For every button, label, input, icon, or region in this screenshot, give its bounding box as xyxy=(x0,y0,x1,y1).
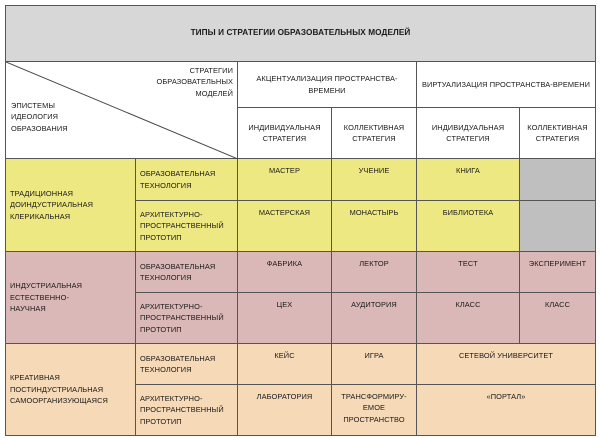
cell: ЛЕКТОР xyxy=(332,252,417,293)
corner-cell xyxy=(6,62,238,159)
group-creative: КРЕАТИВНАЯ ПОСТИНДУСТРИАЛЬНАЯ САМООРГАНИЗУЮЩАЯСЯ xyxy=(6,344,136,436)
cell: МАСТЕР xyxy=(238,159,332,201)
header-individual: ИНДИВИДУАЛЬНАЯ СТРАТЕГИЯ xyxy=(417,108,520,159)
cell: ЛАБОРАТОРИЯ xyxy=(238,385,332,436)
header-collective: КОЛЛЕКТИВНАЯ СТРАТЕГИЯ xyxy=(332,108,417,159)
cell: БИБЛИОТЕКА xyxy=(417,201,520,252)
header-individual: ИНДИВИДУАЛЬНАЯ СТРАТЕГИЯ xyxy=(238,108,332,159)
header-virtualization: ВИРТУАЛИЗАЦИЯ ПРОСТРАНСТВА-ВРЕМЕНИ xyxy=(417,62,596,108)
group-traditional: ТРАДИЦИОННАЯ ДОИНДУСТРИАЛЬНАЯ КЛЕРИКАЛЬНАЯ xyxy=(6,159,136,252)
group-industrial: ИНДУСТРИАЛЬНАЯ ЕСТЕСТВЕННО- НАУЧНАЯ xyxy=(6,252,136,344)
cell: ТЕСТ xyxy=(417,252,520,293)
empty-cell xyxy=(520,159,596,201)
cell: КНИГА xyxy=(417,159,520,201)
cell: КЕЙС xyxy=(238,344,332,385)
cell: «ПОРТАЛ» xyxy=(417,385,596,436)
strategies-table xyxy=(5,5,596,436)
cell: ЦЕХ xyxy=(238,293,332,344)
corner-epistemes-label: ЭПИСТЕМЫ ИДЕОЛОГИЯ ОБРАЗОВАНИЯ xyxy=(11,100,68,133)
header-accentualization: АКЦЕНТУАЛИЗАЦИЯ ПРОСТРАНСТВА- ВРЕМЕНИ xyxy=(238,62,417,108)
cell: МОНАСТЫРЬ xyxy=(332,201,417,252)
row-label-tech: ОБРАЗОВАТЕЛЬНАЯ ТЕХНОЛОГИЯ xyxy=(136,159,238,201)
cell: СЕТЕВОЙ УНИВЕРСИТЕТ xyxy=(417,344,596,385)
cell: КЛАСС xyxy=(417,293,520,344)
cell: КЛАСС xyxy=(520,293,596,344)
row-label-arch: АРХИТЕКТУРНО- ПРОСТРАНСТВЕННЫЙ ПРОТОТИП xyxy=(136,293,238,344)
cell: ФАБРИКА xyxy=(238,252,332,293)
cell: МАСТЕРСКАЯ xyxy=(238,201,332,252)
row-label-tech: ОБРАЗОВАТЕЛЬНАЯ ТЕХНОЛОГИЯ xyxy=(136,252,238,293)
empty-cell xyxy=(520,201,596,252)
cell: ИГРА xyxy=(332,344,417,385)
row-label-arch: АРХИТЕКТУРНО- ПРОСТРАНСТВЕННЫЙ ПРОТОТИП xyxy=(136,201,238,252)
table-title: ТИПЫ И СТРАТЕГИИ ОБРАЗОВАТЕЛЬНЫХ МОДЕЛЕЙ xyxy=(6,6,596,62)
corner-strategies-label: СТРАТЕГИИ ОБРАЗОВАТЕЛЬНЫХ МОДЕЛЕЙ xyxy=(156,66,233,98)
cell: ТРАНСФОРМИРУ- ЕМОЕ ПРОСТРАНСТВО xyxy=(332,385,417,436)
row-label-arch: АРХИТЕКТУРНО- ПРОСТРАНСТВЕННЫЙ ПРОТОТИП xyxy=(136,385,238,436)
cell: УЧЕНИЕ xyxy=(332,159,417,201)
cell: ЭКСПЕРИМЕНТ xyxy=(520,252,596,293)
cell: АУДИТОРИЯ xyxy=(332,293,417,344)
row-label-tech: ОБРАЗОВАТЕЛЬНАЯ ТЕХНОЛОГИЯ xyxy=(136,344,238,385)
header-collective: КОЛЛЕКТИВНАЯ СТРАТЕГИЯ xyxy=(520,108,596,159)
